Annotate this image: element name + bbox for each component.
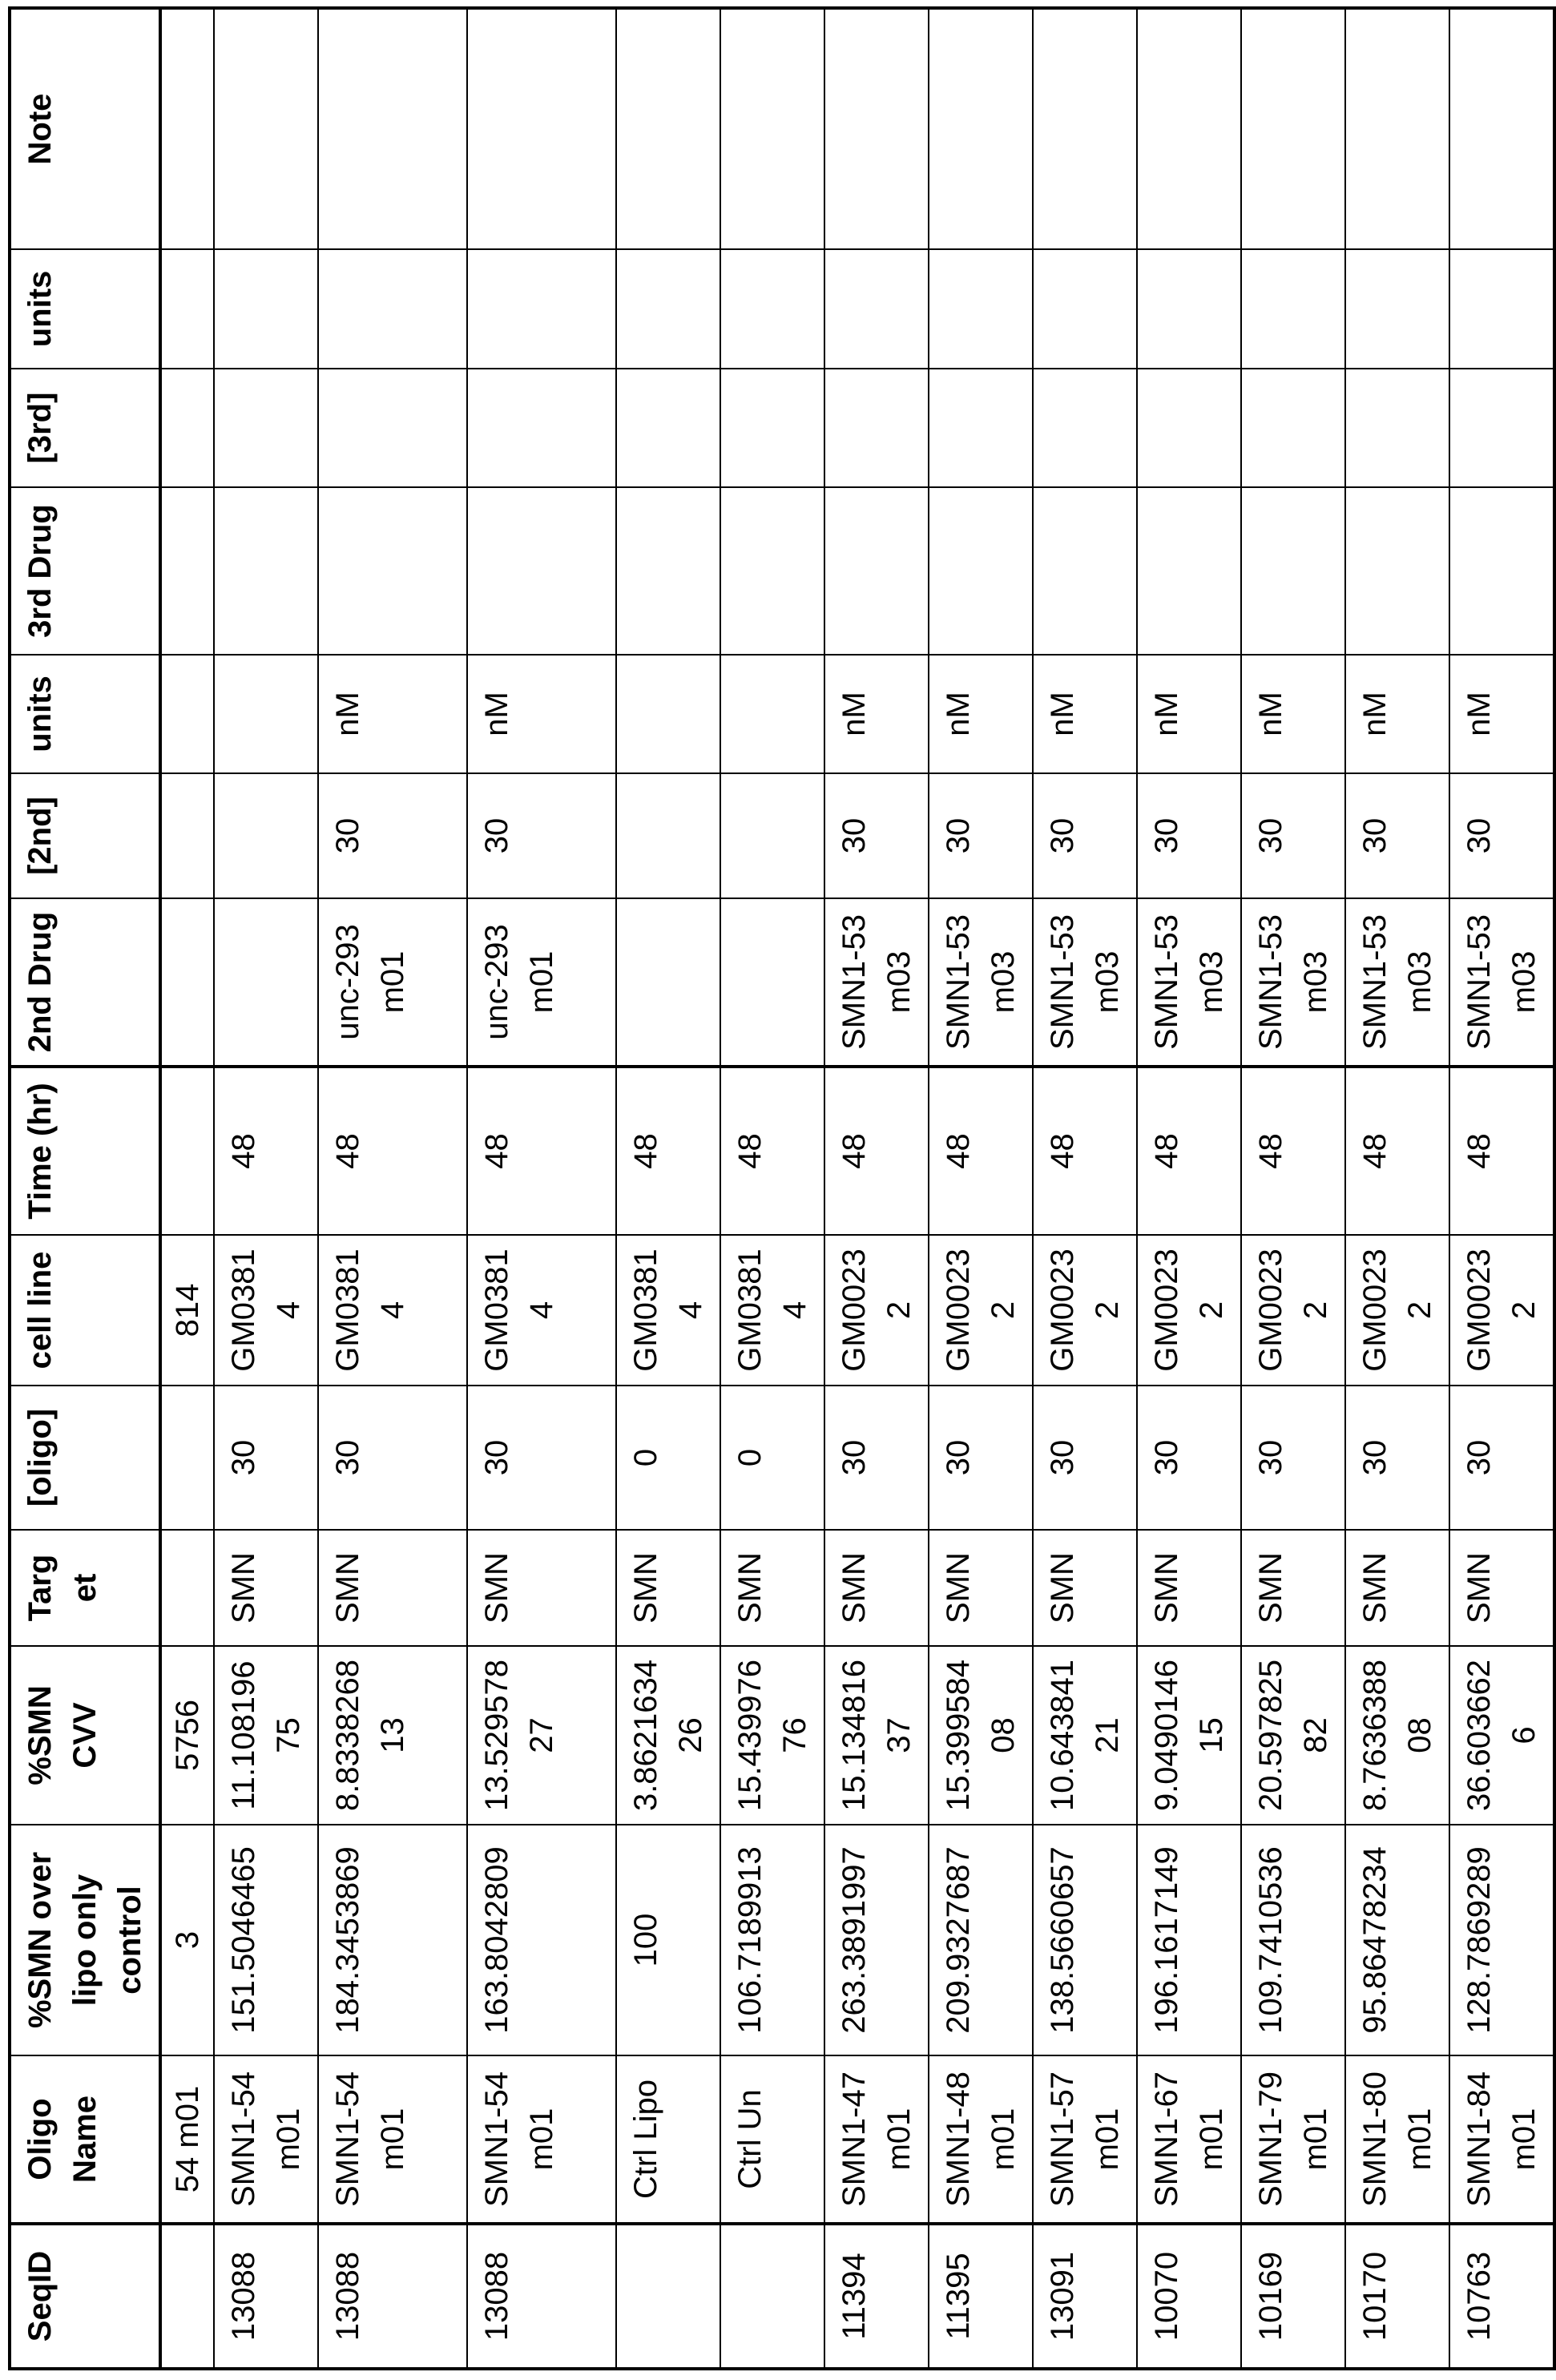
cell-cell-line: GM00232 xyxy=(1449,1235,1554,1386)
header-row xyxy=(10,8,160,2369)
cell-3rd-conc xyxy=(318,369,467,487)
header-3rd-conc: [3rd] xyxy=(10,369,160,487)
cell-2nd-drug: SMN1-53 m03 xyxy=(824,898,929,1067)
cell-oligo-conc: 30 xyxy=(214,1386,318,1530)
cell-cell-line: GM00232 xyxy=(929,1235,1033,1386)
header-3rd-units: units xyxy=(10,249,160,369)
cell-3rd-drug xyxy=(214,487,318,655)
cell-2nd-units: nM xyxy=(1449,655,1554,773)
cell-2nd-units: nM xyxy=(1345,655,1449,773)
cell-oligo-name: SMN1-84 m01 xyxy=(1449,2055,1554,2224)
cell-oligo-name: SMN1-48 m01 xyxy=(929,2055,1033,2224)
cell-cell-line: 814 xyxy=(160,1235,214,1386)
table-row xyxy=(1241,8,1345,2369)
cell-seqid: 11394 xyxy=(824,2224,929,2369)
cell-seqid xyxy=(720,2224,824,2369)
cell-oligo-conc: 30 xyxy=(929,1386,1033,1530)
cell-pct-smn: 109.7410536 xyxy=(1241,1825,1345,2055)
cell-3rd-units xyxy=(1241,249,1345,369)
cell-3rd-units xyxy=(467,249,616,369)
cell-2nd-units: nM xyxy=(824,655,929,773)
cell-pct-smn: 106.7189913 xyxy=(720,1825,824,2055)
cell-2nd-conc: 30 xyxy=(1241,773,1345,898)
cell-3rd-conc xyxy=(824,369,929,487)
cell-target: SMN xyxy=(824,1530,929,1646)
cell-target: SMN xyxy=(318,1530,467,1646)
cell-seqid: 10170 xyxy=(1345,2224,1449,2369)
cell-pct-smn: 163.8042809 xyxy=(467,1825,616,2055)
cell-seqid: 13091 xyxy=(1033,2224,1137,2369)
cell-pct-smn-cvv: 11.10819675 xyxy=(214,1646,318,1825)
cell-target: SMN xyxy=(1241,1530,1345,1646)
header-time: Time (hr) xyxy=(10,1067,160,1235)
cell-3rd-conc xyxy=(160,369,214,487)
cell-pct-smn: 209.9327687 xyxy=(929,1825,1033,2055)
cell-note xyxy=(616,8,720,249)
cell-pct-smn-cvv: 8.833826813 xyxy=(318,1646,467,1825)
cell-2nd-drug: SMN1-53 m03 xyxy=(1345,898,1449,1067)
cell-cell-line: GM00232 xyxy=(1345,1235,1449,1386)
cell-2nd-drug: SMN1-53 m03 xyxy=(1033,898,1137,1067)
header-pct-smn: %SMN over lipo only control xyxy=(10,1825,160,2055)
cell-cell-line: GM00232 xyxy=(824,1235,929,1386)
table-row xyxy=(214,8,318,2369)
cell-oligo-conc: 30 xyxy=(1449,1386,1554,1530)
cell-target: SMN xyxy=(1137,1530,1241,1646)
cell-seqid: 11395 xyxy=(929,2224,1033,2369)
cell-pct-smn-cvv: 20.59782582 xyxy=(1241,1646,1345,1825)
cell-2nd-conc xyxy=(616,773,720,898)
cell-3rd-units xyxy=(1449,249,1554,369)
cell-3rd-drug xyxy=(160,487,214,655)
cell-3rd-units xyxy=(1033,249,1137,369)
rotated-table-container xyxy=(8,0,1522,2370)
cell-time: 48 xyxy=(1449,1067,1554,1235)
header-3rd-drug: 3rd Drug xyxy=(10,487,160,655)
cell-oligo-conc: 30 xyxy=(824,1386,929,1530)
table-row xyxy=(824,8,929,2369)
cell-time: 48 xyxy=(318,1067,467,1235)
cell-pct-smn-cvv: 5756 xyxy=(160,1646,214,1825)
cell-2nd-units: nM xyxy=(1033,655,1137,773)
cell-time: 48 xyxy=(467,1067,616,1235)
cell-oligo-conc: 30 xyxy=(1241,1386,1345,1530)
cell-2nd-conc: 30 xyxy=(1449,773,1554,898)
cell-2nd-conc xyxy=(214,773,318,898)
cell-oligo-name: SMN1-54 m01 xyxy=(214,2055,318,2224)
cell-seqid: 13088 xyxy=(214,2224,318,2369)
cell-3rd-drug xyxy=(1137,487,1241,655)
cell-seqid: 13088 xyxy=(318,2224,467,2369)
cell-oligo-conc: 0 xyxy=(720,1386,824,1530)
cell-note xyxy=(720,8,824,249)
cell-cell-line: GM03814 xyxy=(318,1235,467,1386)
cell-time: 48 xyxy=(720,1067,824,1235)
cell-pct-smn: 3 xyxy=(160,1825,214,2055)
cell-time: 48 xyxy=(1345,1067,1449,1235)
cell-3rd-conc xyxy=(616,369,720,487)
header-oligo-conc: [oligo] xyxy=(10,1386,160,1530)
cell-2nd-drug: SMN1-53 m03 xyxy=(929,898,1033,1067)
table-row xyxy=(1033,8,1137,2369)
cell-time: 48 xyxy=(1033,1067,1137,1235)
header-pct-smn-cvv: %SMN CVV xyxy=(10,1646,160,1825)
cell-time: 48 xyxy=(1241,1067,1345,1235)
cell-time: 48 xyxy=(214,1067,318,1235)
cell-target: SMN xyxy=(720,1530,824,1646)
cell-3rd-drug xyxy=(318,487,467,655)
cell-2nd-conc: 30 xyxy=(929,773,1033,898)
cell-3rd-conc xyxy=(720,369,824,487)
cell-3rd-units xyxy=(1137,249,1241,369)
cell-cell-line: GM03814 xyxy=(214,1235,318,1386)
cell-note xyxy=(1241,8,1345,249)
cell-pct-smn-cvv: 13.52957827 xyxy=(467,1646,616,1825)
cell-time: 48 xyxy=(616,1067,720,1235)
table-row xyxy=(616,8,720,2369)
cell-2nd-conc: 30 xyxy=(318,773,467,898)
cell-2nd-units: nM xyxy=(929,655,1033,773)
cell-2nd-conc: 30 xyxy=(467,773,616,898)
cell-2nd-conc xyxy=(160,773,214,898)
cell-3rd-drug xyxy=(616,487,720,655)
cell-3rd-drug xyxy=(720,487,824,655)
cell-pct-smn-cvv: 15.43997676 xyxy=(720,1646,824,1825)
cell-pct-smn-cvv: 8.763638808 xyxy=(1345,1646,1449,1825)
cell-oligo-conc: 30 xyxy=(1137,1386,1241,1530)
cell-pct-smn: 95.86478234 xyxy=(1345,1825,1449,2055)
cell-2nd-conc: 30 xyxy=(824,773,929,898)
cell-3rd-conc xyxy=(1137,369,1241,487)
cell-3rd-drug xyxy=(1241,487,1345,655)
cell-note xyxy=(824,8,929,249)
cell-oligo-name: SMN1-67 m01 xyxy=(1137,2055,1241,2224)
cell-time: 48 xyxy=(1137,1067,1241,1235)
cell-oligo-name: SMN1-79 m01 xyxy=(1241,2055,1345,2224)
cell-time: 48 xyxy=(929,1067,1033,1235)
cell-oligo-name: SMN1-57 m01 xyxy=(1033,2055,1137,2224)
cell-oligo-conc: 30 xyxy=(1033,1386,1137,1530)
cell-note xyxy=(1033,8,1137,249)
cell-2nd-units xyxy=(214,655,318,773)
cell-target: SMN xyxy=(214,1530,318,1646)
cell-2nd-units: nM xyxy=(318,655,467,773)
cell-note xyxy=(1345,8,1449,249)
cell-2nd-units: nM xyxy=(467,655,616,773)
cell-2nd-units xyxy=(160,655,214,773)
table-row xyxy=(929,8,1033,2369)
cell-3rd-conc xyxy=(929,369,1033,487)
cell-seqid: 13088 xyxy=(467,2224,616,2369)
cell-2nd-conc: 30 xyxy=(1033,773,1137,898)
cell-oligo-name: Ctrl Un xyxy=(720,2055,824,2224)
cell-3rd-units xyxy=(929,249,1033,369)
table-row xyxy=(1345,8,1449,2369)
cell-oligo-conc: 0 xyxy=(616,1386,720,1530)
cell-3rd-drug xyxy=(1449,487,1554,655)
cell-3rd-units xyxy=(616,249,720,369)
cell-2nd-units xyxy=(616,655,720,773)
cell-oligo-name: SMN1-54 m01 xyxy=(467,2055,616,2224)
cell-pct-smn: 196.1617149 xyxy=(1137,1825,1241,2055)
cell-3rd-conc xyxy=(1033,369,1137,487)
header-target: Targ et xyxy=(10,1530,160,1646)
cell-note xyxy=(160,8,214,249)
cell-oligo-conc xyxy=(160,1386,214,1530)
cell-3rd-units xyxy=(720,249,824,369)
cell-2nd-drug: SMN1-53 m03 xyxy=(1241,898,1345,1067)
cell-3rd-conc xyxy=(214,369,318,487)
cell-2nd-drug: SMN1-53 m03 xyxy=(1449,898,1554,1067)
cell-target: SMN xyxy=(1033,1530,1137,1646)
cell-3rd-units xyxy=(824,249,929,369)
cell-pct-smn-cvv: 15.13481637 xyxy=(824,1646,929,1825)
cell-cell-line: GM00232 xyxy=(1033,1235,1137,1386)
cell-3rd-units xyxy=(160,249,214,369)
cell-pct-smn-cvv: 10.64384121 xyxy=(1033,1646,1137,1825)
cell-target: SMN xyxy=(1345,1530,1449,1646)
cell-pct-smn: 184.3453869 xyxy=(318,1825,467,2055)
data-table xyxy=(8,6,1556,2370)
cell-cell-line: GM03814 xyxy=(720,1235,824,1386)
header-2nd-drug: 2nd Drug xyxy=(10,898,160,1067)
header-cell-line: cell line xyxy=(10,1235,160,1386)
cell-pct-smn-cvv: 3.862163426 xyxy=(616,1646,720,1825)
cell-seqid: 10763 xyxy=(1449,2224,1554,2369)
cell-pct-smn: 100 xyxy=(616,1825,720,2055)
cell-3rd-conc xyxy=(467,369,616,487)
cell-2nd-drug xyxy=(616,898,720,1067)
cell-pct-smn: 138.5660657 xyxy=(1033,1825,1137,2055)
cell-pct-smn-cvv: 9.049014615 xyxy=(1137,1646,1241,1825)
cell-2nd-drug: SMN1-53 m03 xyxy=(1137,898,1241,1067)
cell-cell-line: GM00232 xyxy=(1137,1235,1241,1386)
cell-oligo-conc: 30 xyxy=(1345,1386,1449,1530)
cell-2nd-conc: 30 xyxy=(1137,773,1241,898)
table-row xyxy=(160,8,214,2369)
header-seqid: SeqID xyxy=(10,2224,160,2369)
cell-seqid: 10169 xyxy=(1241,2224,1345,2369)
header-oligo-name: Oligo Name xyxy=(10,2055,160,2224)
cell-3rd-conc xyxy=(1241,369,1345,487)
cell-note xyxy=(929,8,1033,249)
cell-3rd-drug xyxy=(1345,487,1449,655)
cell-3rd-conc xyxy=(1449,369,1554,487)
cell-note xyxy=(1449,8,1554,249)
cell-pct-smn: 128.7869289 xyxy=(1449,1825,1554,2055)
cell-note xyxy=(318,8,467,249)
cell-pct-smn: 263.3891997 xyxy=(824,1825,929,2055)
cell-oligo-conc: 30 xyxy=(318,1386,467,1530)
cell-target: SMN xyxy=(467,1530,616,1646)
cell-seqid xyxy=(616,2224,720,2369)
cell-seqid: 10070 xyxy=(1137,2224,1241,2369)
cell-cell-line: GM03814 xyxy=(467,1235,616,1386)
table-row xyxy=(720,8,824,2369)
table-row xyxy=(1449,8,1554,2369)
cell-note xyxy=(214,8,318,249)
cell-2nd-drug xyxy=(160,898,214,1067)
cell-target: SMN xyxy=(616,1530,720,1646)
cell-3rd-units xyxy=(318,249,467,369)
cell-2nd-drug xyxy=(214,898,318,1067)
cell-note xyxy=(1137,8,1241,249)
cell-seqid xyxy=(160,2224,214,2369)
cell-3rd-units xyxy=(1345,249,1449,369)
cell-target: SMN xyxy=(1449,1530,1554,1646)
cell-3rd-units xyxy=(214,249,318,369)
cell-cell-line: GM00232 xyxy=(1241,1235,1345,1386)
cell-2nd-units: nM xyxy=(1137,655,1241,773)
header-2nd-units: units xyxy=(10,655,160,773)
cell-oligo-name: SMN1-80 m01 xyxy=(1345,2055,1449,2224)
cell-pct-smn-cvv: 36.6036626 xyxy=(1449,1646,1554,1825)
cell-cell-line: GM03814 xyxy=(616,1235,720,1386)
cell-time xyxy=(160,1067,214,1235)
cell-2nd-drug xyxy=(720,898,824,1067)
cell-oligo-name: 54 m01 xyxy=(160,2055,214,2224)
cell-3rd-drug xyxy=(467,487,616,655)
cell-target xyxy=(160,1530,214,1646)
cell-oligo-name: SMN1-54 m01 xyxy=(318,2055,467,2224)
header-2nd-conc: [2nd] xyxy=(10,773,160,898)
cell-target: SMN xyxy=(929,1530,1033,1646)
table-row xyxy=(318,8,467,2369)
cell-oligo-name: Ctrl Lipo xyxy=(616,2055,720,2224)
table-row xyxy=(1137,8,1241,2369)
cell-2nd-conc: 30 xyxy=(1345,773,1449,898)
cell-3rd-drug xyxy=(824,487,929,655)
cell-3rd-drug xyxy=(1033,487,1137,655)
cell-2nd-conc xyxy=(720,773,824,898)
cell-2nd-units xyxy=(720,655,824,773)
table-row xyxy=(467,8,616,2369)
cell-pct-smn-cvv: 15.39958408 xyxy=(929,1646,1033,1825)
header-note: Note xyxy=(10,8,160,249)
cell-pct-smn: 151.5046465 xyxy=(214,1825,318,2055)
cell-oligo-name: SMN1-47 m01 xyxy=(824,2055,929,2224)
cell-time: 48 xyxy=(824,1067,929,1235)
cell-2nd-units: nM xyxy=(1241,655,1345,773)
cell-2nd-drug: unc-293 m01 xyxy=(318,898,467,1067)
cell-oligo-conc: 30 xyxy=(467,1386,616,1530)
cell-note xyxy=(467,8,616,249)
cell-3rd-conc xyxy=(1345,369,1449,487)
cell-3rd-drug xyxy=(929,487,1033,655)
cell-2nd-drug: unc-293 m01 xyxy=(467,898,616,1067)
